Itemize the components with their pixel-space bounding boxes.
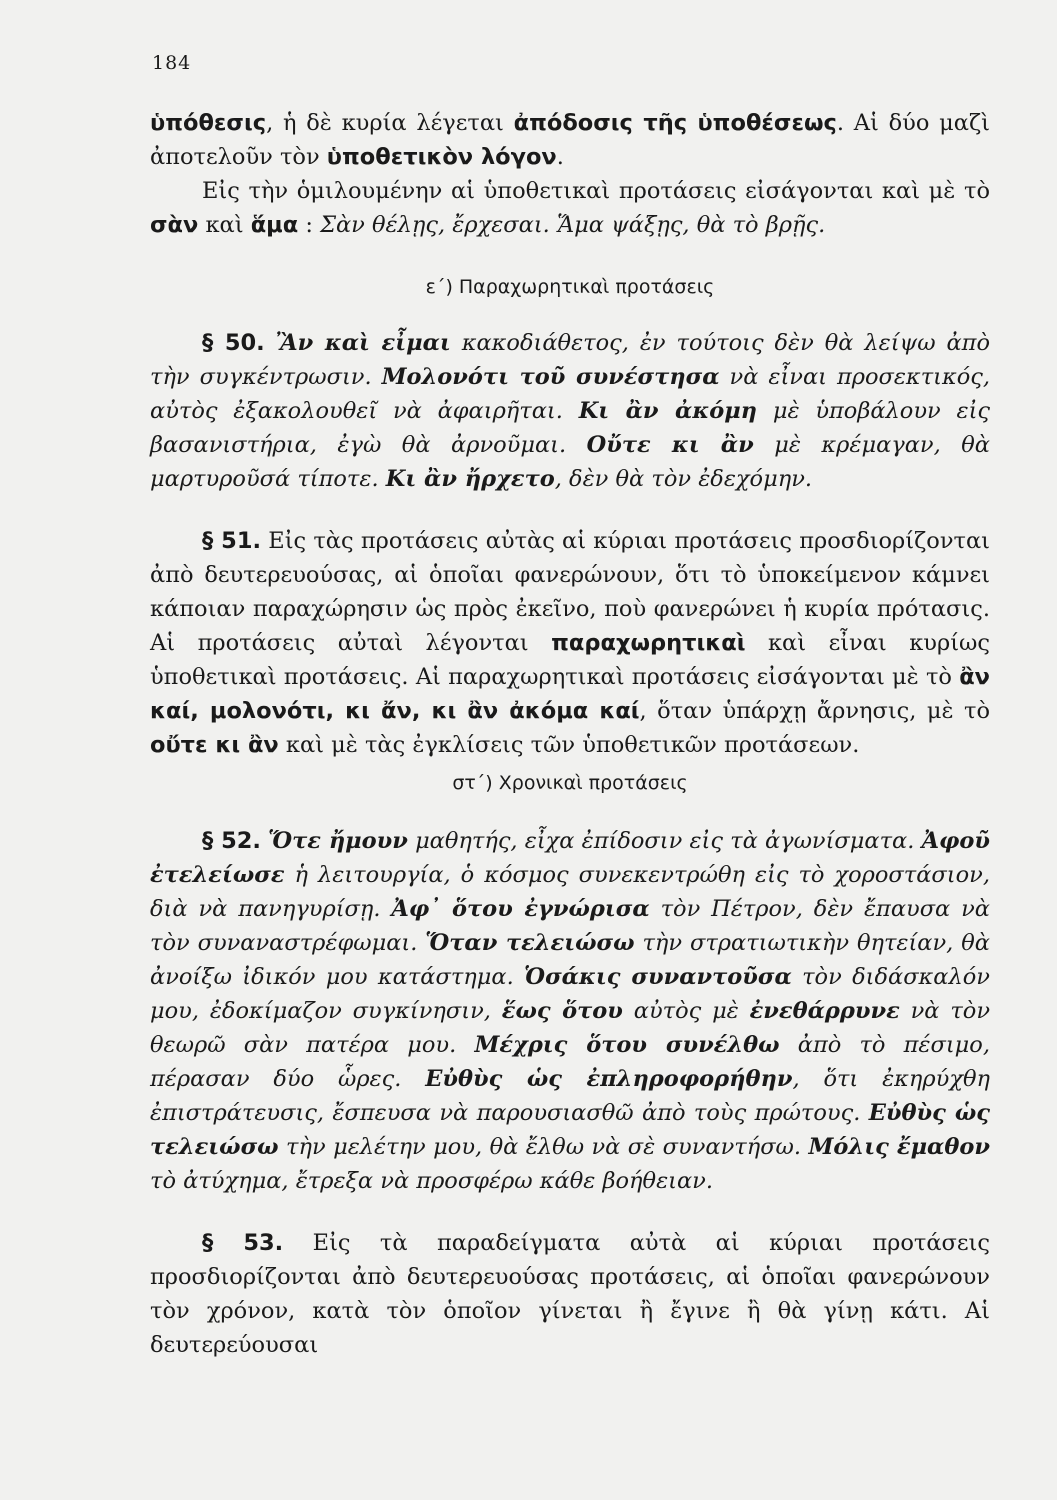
highlight-phrase: Μολονότι τοῦ συνέστησα bbox=[381, 364, 720, 390]
intro-paragraph-2 bbox=[150, 174, 990, 242]
text-run: καὶ μὲ τὰς ἐγκλίσεις τῶν ὑποθετικῶν προτάσεων. bbox=[278, 732, 860, 758]
section-number: § 53. bbox=[202, 1230, 284, 1256]
section-heading-temporal: στ΄) Χρονικαὶ προτάσεις bbox=[452, 772, 688, 794]
example-text: μαθητής, εἶχα ἐπίδοσιν εἰς τὰ ἀγωνίσματα. bbox=[407, 828, 922, 854]
example-text: μὲ κρέμαγαν, θὰ μαρτυροῦσά τίποτε. bbox=[150, 432, 990, 492]
term: ἅμα bbox=[250, 212, 299, 238]
example-text: , δὲν θὰ τὸν ἐδεχόμην. bbox=[554, 466, 813, 492]
highlight-phrase: Κι ἂν ἤρχετο bbox=[385, 466, 555, 492]
example-text: τὸν Πέτρον, δὲν ἔπαυσα νὰ τὸν συναναστρέφωμαι. bbox=[150, 896, 991, 956]
text-run: Εἰς τὰς προτάσεις αὐτὰς αἱ κύριαι προτάσεις προσδιορίζονται ἀπὸ δευτερευούσας, αἱ ὁποῖαι φανερώνουν, ὅτι τὸ ὑποκείμενον κάμνει κάποιαν παραχώρησιν ὡς πρὸς ἐκεῖνο, ποὺ φανερώνει ἡ κυρία πρότασις. Αἱ προτάσεις αὐταὶ λέγονται bbox=[150, 528, 990, 656]
highlight-phrase: Μόλις ἔμαθον bbox=[808, 1134, 990, 1160]
example-text: ἀπὸ τὸ πέσιμο, πέρασαν δύο ὧρες. bbox=[150, 1032, 990, 1092]
example-text: αὐτὸς μὲ bbox=[622, 998, 750, 1024]
term: σὰν bbox=[150, 212, 199, 238]
highlight-phrase: Οὔτε κι ἂν bbox=[586, 432, 754, 458]
highlight-phrase: ἕως ὅτου bbox=[501, 998, 623, 1024]
example-text: μὲ ὑποβάλουν εἰς βασανιστήρια, ἐγὼ θὰ ἀρνοῦμαι. bbox=[150, 398, 991, 458]
text-run: , ἡ δὲ κυρία λέγεται bbox=[266, 110, 514, 136]
highlight-phrase: ἐνεθάρρυνε bbox=[749, 998, 900, 1024]
example-text: τὴν στρατιωτικὴν θητείαν, θὰ ἀνοίξω ἰδικόν μου κατάστημα. bbox=[150, 930, 990, 990]
highlight-phrase: Ὁσάκις συναντοῦσα bbox=[524, 964, 792, 990]
highlight-phrase: Ὅτε ἤμουν bbox=[268, 828, 408, 854]
section-heading-concessive: ε΄) Παραχωρητικαὶ προτάσεις bbox=[425, 276, 715, 298]
term: ὑπόθεσις bbox=[150, 110, 267, 136]
text-run: καὶ bbox=[198, 212, 251, 238]
paragraph-50 bbox=[150, 326, 990, 496]
term: παραχωρητικαὶ bbox=[551, 630, 746, 656]
highlight-phrase: Ἀφ᾿ ὅτου ἐγνώρισα bbox=[391, 896, 650, 922]
section-number: § 52. bbox=[202, 828, 261, 854]
example-text: νὰ τὸν θεωρῶ σὰν πατέρα μου. bbox=[150, 998, 991, 1058]
highlight-phrase: Κι ἂν ἀκόμη bbox=[578, 398, 758, 424]
example-text: , ὅτι ἐκηρύχθη ἐπιστράτευσις, ἔσπευσα νὰ παρουσιασθῶ ἀπὸ τοὺς πρώτους. bbox=[150, 1066, 990, 1126]
text-run: Εἰς τὴν ὁμιλουμένην αἱ ὑποθετικαὶ προτάσεις εἰσάγονται καὶ μὲ τὸ bbox=[202, 178, 990, 204]
paragraph-53 bbox=[150, 1226, 990, 1362]
term: ἂν καί, μολονότι, κι ἄν, κι ἂν ἀκόμα καί bbox=[150, 664, 990, 724]
term: ὑποθετικὸν λόγον bbox=[326, 144, 557, 170]
example-text: τὸν διδάσκαλόν μου, ἐδοκίμαζον συγκίνησιν, bbox=[150, 964, 990, 1024]
highlight-phrase: Εὐθὺς ὡς τελειώσω bbox=[150, 1100, 990, 1160]
text-run: . Αἱ δύο μαζὶ ἀποτελοῦν τὸν bbox=[150, 110, 991, 170]
text-run: , ὅταν ὑπάρχῃ ἄρνησις, μὲ τὸ bbox=[639, 698, 990, 724]
text-run: καὶ εἶναι κυρίως ὑποθετικαὶ προτάσεις. Αἱ παραχωρητικαὶ προτάσεις εἰσάγονται μὲ τὸ bbox=[150, 630, 990, 690]
example-text: Σὰν θέλῃς, ἔρχεσαι. Ἅμα ψάξῃς, θὰ τὸ βρῇς. bbox=[320, 212, 826, 238]
section-number: § 50. bbox=[202, 330, 265, 356]
example-text: νὰ εἶναι προσεκτικός, αὐτὸς ἐξακολουθεῖ νὰ ἀφαιρῆται. bbox=[150, 364, 991, 424]
text-run: : bbox=[298, 212, 321, 238]
paragraph-51 bbox=[150, 524, 990, 762]
highlight-phrase: Εὐθὺς ὡς ἐπληροφορήθην bbox=[425, 1066, 793, 1092]
highlight-phrase: Μέχρις ὅτου συνέλθω bbox=[474, 1032, 780, 1058]
paragraph-52 bbox=[150, 824, 990, 1198]
example-text: κακοδιάθετος, ἐν τούτοις δὲν θὰ λείψω ἀπὸ τὴν συγκέντρωσιν. bbox=[150, 330, 990, 390]
example-text: τὴν μελέτην μου, θὰ ἔλθω νὰ σὲ συναντήσω. bbox=[278, 1134, 809, 1160]
term: οὔτε κι ἂν bbox=[150, 732, 279, 758]
highlight-phrase: Ὅταν τελειώσω bbox=[425, 930, 635, 956]
intro-paragraph-1 bbox=[150, 106, 990, 174]
text-run: . bbox=[556, 144, 564, 170]
example-text: ἡ λειτουργία, ὁ κόσμος συνεκεντρώθη εἰς τὸ χοροστάσιον, διὰ νὰ πανηγυρίσῃ. bbox=[150, 862, 990, 922]
highlight-phrase: Ἀφοῦ ἐτελείωσε bbox=[150, 828, 991, 888]
text-run bbox=[265, 330, 276, 356]
term: ἀπόδοσις τῆς ὑποθέσεως bbox=[513, 110, 837, 136]
page-number: 184 bbox=[152, 52, 192, 74]
text-run: Εἰς τὰ παραδείγματα αὐτὰ αἱ κύριαι προτάσεις προσδιορίζονται ἀπὸ δευτερευούσας προτάσεις, αἱ ὁποῖαι φανερώνουν τὸν χρόνον, κατὰ τὸν ὁποῖον γίνεται ἢ ἔγινε ἢ θὰ γίνῃ κάτι. Αἱ δευτερεύουσαι bbox=[150, 1230, 990, 1358]
section-number: § 51. bbox=[202, 528, 262, 554]
example-text: τὸ ἀτύχημα, ἔτρεξα νὰ προσφέρω κάθε βοήθειαν. bbox=[150, 1168, 713, 1194]
text-block bbox=[150, 106, 990, 1362]
highlight-phrase: Ἂν καὶ εἶμαι bbox=[275, 330, 451, 356]
